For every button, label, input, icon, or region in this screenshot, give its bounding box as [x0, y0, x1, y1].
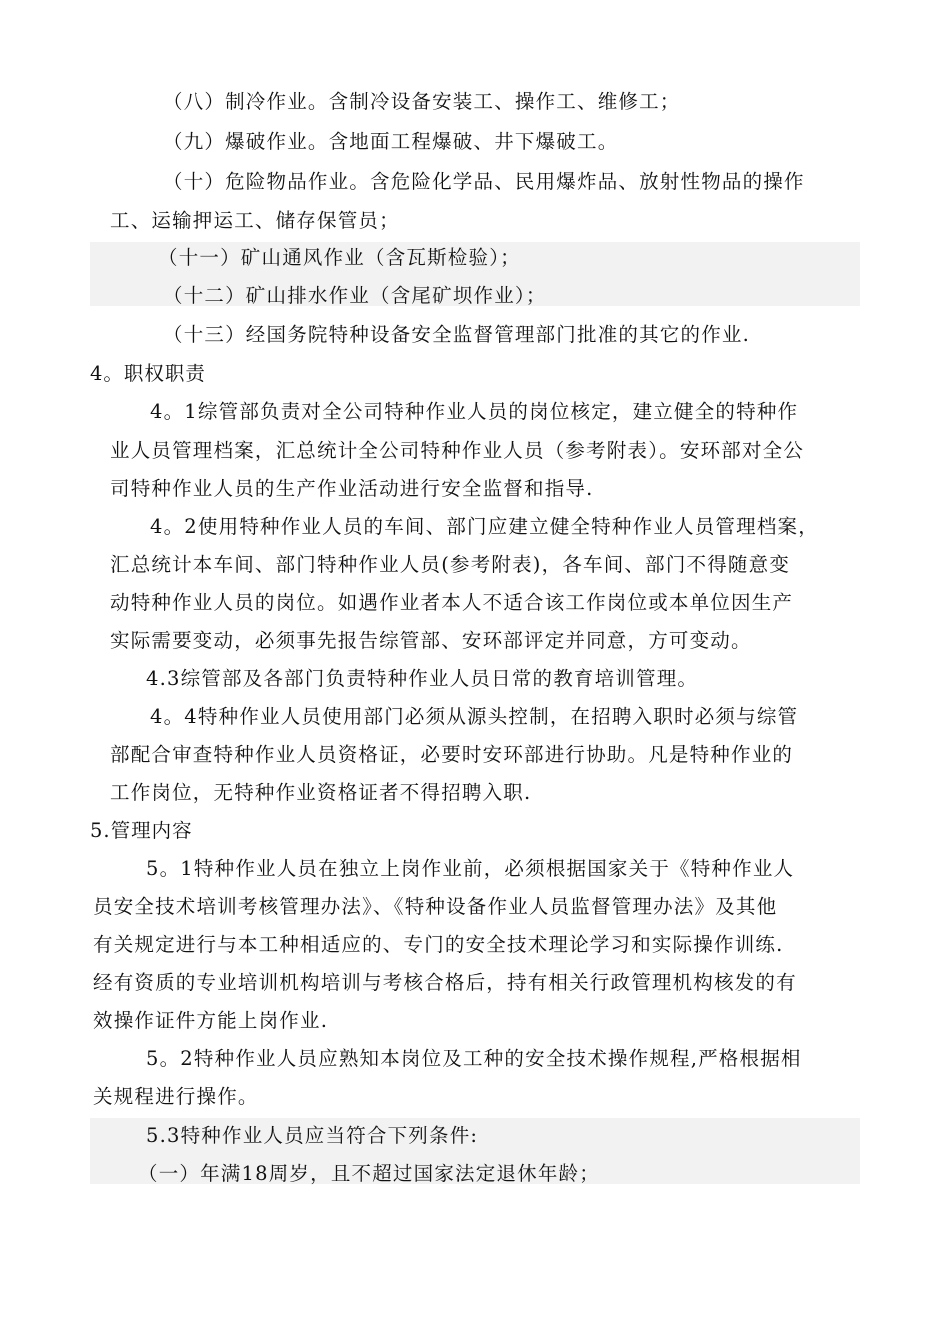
- text-line: （十三）经国务院特种设备安全监督管理部门批准的其它的作业.: [163, 323, 750, 346]
- text-line: 工作岗位，无特种作业资格证者不得招聘入职.: [110, 781, 532, 804]
- text-line: （九）爆破作业。含地面工程爆破、井下爆破工。: [163, 130, 619, 153]
- text-line: 效操作证件方能上岗作业.: [93, 1009, 329, 1032]
- text-line: 部配合审查特种作业人员资格证，必要时安环部进行协助。凡是特种作业的: [110, 743, 794, 766]
- text-line: 4。1综管部负责对全公司特种作业人员的岗位核定，建立健全的特种作: [150, 400, 799, 423]
- text-line: （十）危险物品作业。含危险化学品、民用爆炸品、放射性物品的操作: [163, 170, 805, 193]
- text-line: 5。1特种作业人员在独立上岗作业前，必须根据国家关于《特种作业人: [146, 857, 795, 880]
- text-line: 4.3综管部及各部门负责特种作业人员日常的教育培训管理。: [146, 667, 699, 690]
- text-line: （十一）矿山通风作业（含瓦斯检验）；: [158, 246, 521, 269]
- text-line: 工、运输押运工、储存保管员；: [110, 209, 400, 232]
- text-line: 5。2特种作业人员应熟知本岗位及工种的安全技术操作规程,严格根据相: [146, 1047, 802, 1070]
- text-line: 经有资质的专业培训机构培训与考核合格后，持有相关行政管理机构核发的有: [93, 971, 797, 994]
- text-line: 有关规定进行与本工种相适应的、专门的安全技术理论学习和实际操作训练.: [93, 933, 784, 956]
- text-line: 关规程进行操作。: [93, 1085, 259, 1108]
- text-line: （一）年满18周岁，且不超过国家法定退休年龄；: [138, 1162, 600, 1185]
- text-line: 4。2使用特种作业人员的车间、部门应建立健全特种作业人员管理档案，: [150, 515, 819, 538]
- section-heading: 4。职权职责: [90, 362, 206, 385]
- text-line: （十二）矿山排水作业（含尾矿坝作业）；: [163, 284, 547, 307]
- text-line: 司特种作业人员的生产作业活动进行安全监督和指导.: [110, 477, 594, 500]
- text-line: 汇总统计本车间、部门特种作业人员(参考附表)，各车间、部门不得随意变: [110, 553, 791, 576]
- text-line: （八）制冷作业。含制冷设备安装工、操作工、维修工；: [163, 90, 681, 113]
- section-heading: 5.管理内容: [90, 819, 193, 842]
- text-line: 4。4特种作业人员使用部门必须从源头控制，在招聘入职时必须与综管: [150, 705, 799, 728]
- text-line: 员安全技术培训考核管理办法》、《特种设备作业人员监督管理办法》及其他: [93, 895, 778, 918]
- text-line: 业人员管理档案，汇总统计全公司特种作业人员（参考附表）。安环部对全公: [110, 439, 805, 462]
- text-line: 实际需要变动，必须事先报告综管部、安环部评定并同意，方可变动。: [110, 629, 752, 652]
- text-line: 5.3特种作业人员应当符合下列条件:: [146, 1124, 479, 1147]
- text-line: 动特种作业人员的岗位。如遇作业者本人不适合该工作岗位或本单位因生产: [110, 591, 794, 614]
